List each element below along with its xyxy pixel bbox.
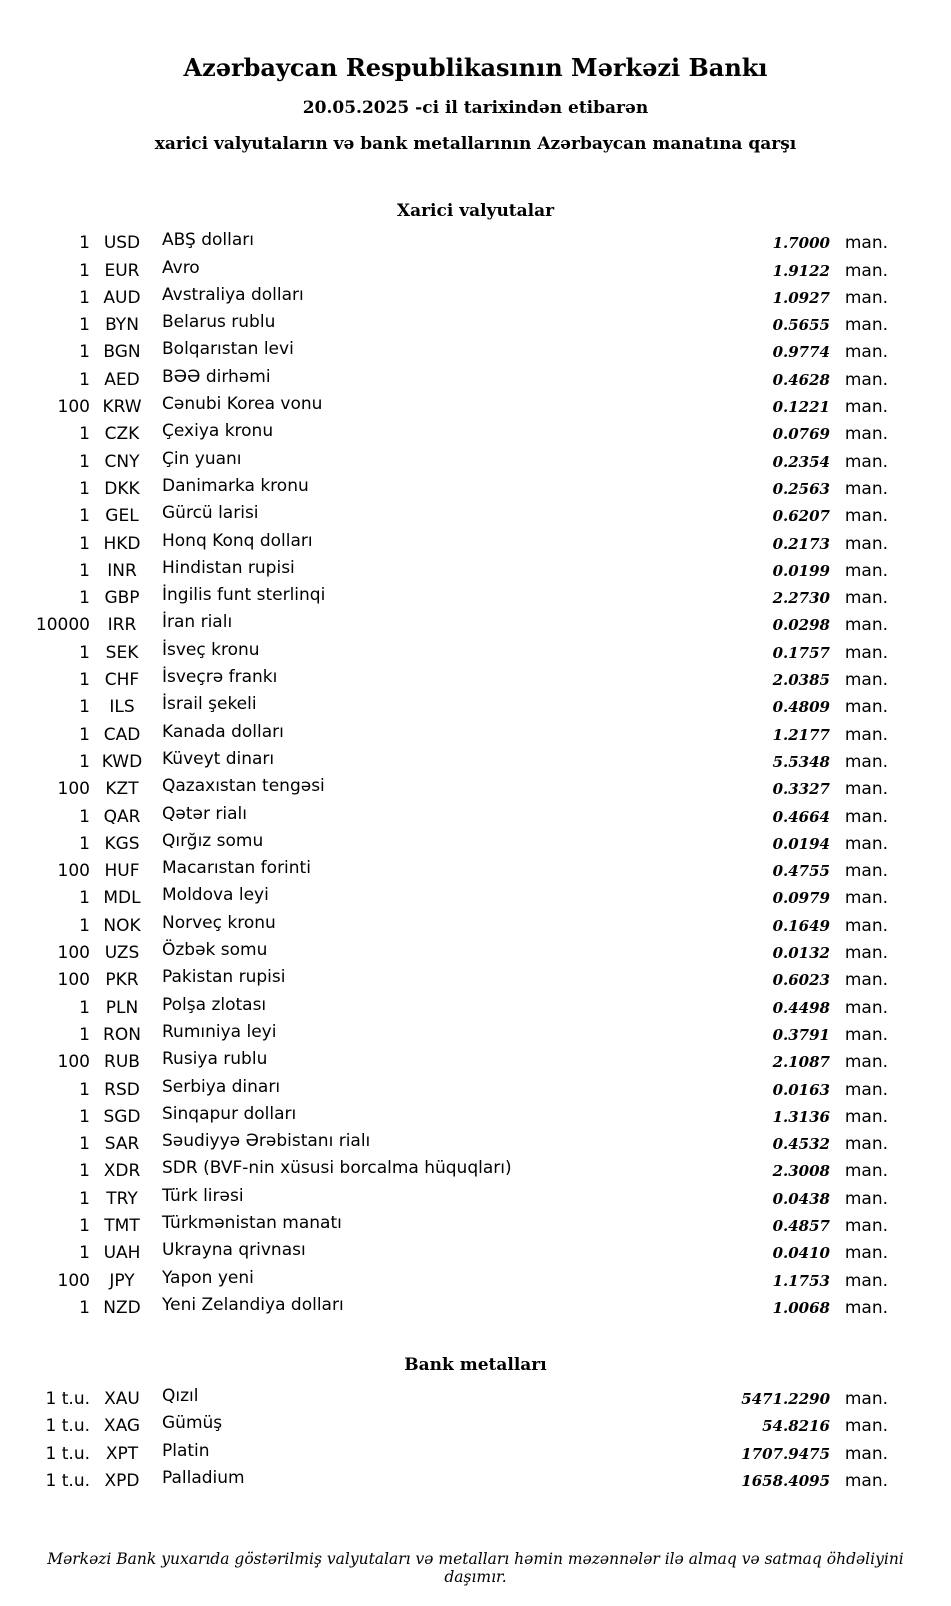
- currency-code: USD: [103, 233, 141, 254]
- currency-code: JPY: [109, 1270, 135, 1291]
- rate-row: [0, 912, 951, 943]
- rate-value: 0.2173: [772, 534, 830, 553]
- currency-code: XAG: [103, 1416, 141, 1437]
- unit-label: man.: [844, 1243, 888, 1264]
- quantity: 1 t.u.: [45, 1416, 90, 1437]
- unit-label: man.: [844, 1052, 888, 1073]
- currency-name: Sinqapur dolları: [162, 1103, 297, 1124]
- quantity: 1: [79, 342, 90, 363]
- rate-row: [0, 312, 951, 342]
- rate-row: [0, 1440, 951, 1471]
- currency-code: UAH: [103, 1243, 141, 1264]
- rate-value: 0.1757: [772, 643, 830, 662]
- quantity: 1: [79, 697, 90, 718]
- rate-row: [0, 612, 951, 642]
- currency-code: XDR: [103, 1161, 141, 1182]
- rate-value: 1.2177: [772, 725, 830, 744]
- currency-name: Belarus rublu: [162, 312, 276, 333]
- rate-value: 0.5655: [772, 316, 830, 335]
- currency-name: Avro: [162, 257, 200, 278]
- rate-row: [0, 1294, 951, 1325]
- currency-name: Hindistan rupisi: [162, 557, 295, 578]
- currency-code: HUF: [104, 861, 140, 882]
- rate-value: 0.3327: [772, 780, 830, 799]
- currency-name: Kanada dolları: [162, 721, 284, 742]
- rate-value: 0.6023: [772, 971, 830, 990]
- unit-label: man.: [844, 779, 888, 800]
- currency-name: İngilis funt sterlinqi: [162, 585, 326, 606]
- quantity: 1: [79, 642, 90, 663]
- rate-value: 0.0298: [772, 616, 830, 635]
- currency-code: UZS: [104, 943, 140, 964]
- quantity: 1: [79, 1243, 90, 1264]
- currency-code: CAD: [103, 724, 141, 745]
- currency-code: AED: [104, 369, 140, 390]
- quantity: 1: [79, 1188, 90, 1209]
- quantity: 100: [57, 1270, 90, 1291]
- rate-row: [0, 776, 951, 806]
- quantity: 1: [79, 670, 90, 691]
- rate-row: [0, 585, 951, 615]
- quantity: 1: [79, 588, 90, 609]
- unit-label: man.: [844, 615, 888, 636]
- unit-label: man.: [844, 588, 888, 609]
- unit-label: man.: [844, 806, 888, 827]
- unit-label: man.: [844, 451, 888, 472]
- rate-row: [0, 940, 951, 970]
- currency-code: INR: [107, 560, 137, 581]
- quantity: 1: [79, 315, 90, 336]
- currency-code: CHF: [104, 670, 140, 691]
- rate-value: 0.4755: [772, 862, 830, 881]
- currency-code: SAR: [104, 1134, 140, 1155]
- unit-label: man.: [844, 560, 888, 581]
- quantity: 100: [57, 943, 90, 964]
- unit-label: man.: [844, 1389, 888, 1410]
- currency-name: Səudiyyə Ərəbistanı rialı: [162, 1131, 371, 1152]
- currency-code: HKD: [103, 533, 141, 554]
- currency-code: BGN: [103, 342, 141, 363]
- currency-name: Çexiya kronu: [162, 421, 274, 442]
- currency-name: Macarıstan forinti: [162, 858, 311, 879]
- rate-row: [0, 830, 951, 861]
- currency-name: Polşa zlotası: [162, 994, 267, 1015]
- page-title: Azərbaycan Respublikasının Mərkəzi Bankı: [183, 53, 768, 82]
- currency-code: EUR: [104, 260, 140, 281]
- currency-name: Norveç kronu: [162, 912, 276, 933]
- quantity: 1: [79, 751, 90, 772]
- rate-row: [0, 1267, 951, 1298]
- unit-label: man.: [844, 1134, 888, 1155]
- rate-row: [0, 1103, 951, 1134]
- rate-value: 2.0385: [772, 671, 830, 690]
- rate-value: 2.1087: [772, 1053, 830, 1072]
- currencies-section-title: Xarici valyutalar: [396, 201, 555, 222]
- currency-code: RON: [103, 1024, 141, 1045]
- unit-label: man.: [844, 1443, 888, 1464]
- rate-row: [0, 257, 951, 288]
- quantity: 1: [79, 424, 90, 445]
- rate-value: 0.0199: [772, 561, 830, 580]
- currency-code: GBP: [104, 588, 140, 609]
- currency-name: Qırğız somu: [162, 830, 264, 851]
- rate-row: [0, 284, 951, 315]
- rate-value: 0.0438: [772, 1189, 830, 1208]
- rate-value: 0.4664: [772, 807, 830, 826]
- unit-label: man.: [844, 751, 888, 772]
- currency-code: XAU: [104, 1389, 140, 1410]
- currency-name: SDR (BVF-nin xüsusi borcalma hüquqları): [162, 1158, 512, 1179]
- currency-name: Palladium: [162, 1468, 245, 1489]
- unit-label: man.: [844, 1416, 888, 1437]
- quantity: 100: [57, 861, 90, 882]
- unit-label: man.: [844, 1215, 888, 1236]
- unit-label: man.: [844, 1161, 888, 1182]
- rate-value: 0.1221: [772, 398, 830, 417]
- currency-name: İsveçrə frankı: [162, 667, 278, 688]
- unit-label: man.: [844, 1188, 888, 1209]
- rate-value: 0.9774: [772, 343, 830, 362]
- quantity: 1: [79, 478, 90, 499]
- rate-value: 0.1649: [772, 916, 830, 935]
- rate-value: 1.3136: [772, 1107, 830, 1126]
- unit-label: man.: [844, 369, 888, 390]
- quantity: 1: [79, 833, 90, 854]
- unit-label: man.: [844, 1024, 888, 1045]
- currency-name: Türkmənistan manatı: [162, 1212, 342, 1233]
- rate-row: [0, 721, 951, 752]
- currency-code: SGD: [103, 1106, 141, 1127]
- unit-label: man.: [844, 1270, 888, 1291]
- unit-label: man.: [844, 970, 888, 991]
- unit-label: man.: [844, 1297, 888, 1318]
- unit-label: man.: [844, 724, 888, 745]
- currency-name: Yeni Zelandiya dolları: [162, 1294, 344, 1315]
- currency-name: Yapon yeni: [162, 1267, 254, 1288]
- quantity: 1: [79, 287, 90, 308]
- currency-code: KZT: [105, 779, 139, 800]
- rate-row: [0, 1212, 951, 1243]
- rate-row: [0, 1131, 951, 1161]
- currency-code: XPT: [105, 1443, 139, 1464]
- quantity: 100: [57, 397, 90, 418]
- currency-code: MDL: [103, 888, 141, 909]
- rate-value: 1.9122: [772, 261, 830, 280]
- currency-code: CZK: [104, 424, 140, 445]
- currency-code: TMT: [104, 1215, 140, 1236]
- unit-label: man.: [844, 533, 888, 554]
- currency-name: Pakistan rupisi: [162, 967, 286, 988]
- metal-rates-table: [0, 1386, 951, 1498]
- rate-value: 0.4857: [772, 1216, 830, 1235]
- rate-row: [0, 994, 951, 1025]
- rate-row: [0, 803, 951, 834]
- rate-row: [0, 230, 951, 260]
- rate-value: 1707.9475: [741, 1444, 830, 1463]
- unit-label: man.: [844, 478, 888, 499]
- rate-row: [0, 503, 951, 533]
- currency-code: PKR: [105, 970, 139, 991]
- currency-code: CNY: [104, 451, 140, 472]
- quantity: 1: [79, 533, 90, 554]
- quantity: 1: [79, 369, 90, 390]
- currency-code: AUD: [103, 287, 141, 308]
- rate-row: [0, 448, 951, 479]
- currency-name: Rumıniya leyi: [162, 1021, 277, 1042]
- unit-label: man.: [844, 506, 888, 527]
- currency-code: KRW: [102, 397, 142, 418]
- currency-code: RUB: [104, 1052, 140, 1073]
- unit-label: man.: [844, 315, 888, 336]
- currency-code: PLN: [105, 997, 139, 1018]
- currency-code: NZD: [103, 1297, 141, 1318]
- rate-row: [0, 694, 951, 724]
- currency-name: Qızıl: [162, 1386, 199, 1407]
- unit-label: man.: [844, 260, 888, 281]
- quantity: 1 t.u.: [45, 1389, 90, 1410]
- currency-name: Ukrayna qrivnası: [162, 1240, 306, 1261]
- currency-code: KGS: [104, 833, 140, 854]
- currency-name: BƏƏ dirhəmi: [162, 366, 271, 387]
- currency-name: Bolqarıstan levi: [162, 339, 294, 360]
- rate-row: [0, 339, 951, 369]
- currency-name: ABŞ dolları: [162, 230, 254, 251]
- rate-value: 0.0410: [772, 1244, 830, 1263]
- rate-value: 0.0769: [772, 425, 830, 444]
- rate-row: [0, 1413, 951, 1443]
- disclaimer-text: Mərkəzi Bank yuxarıda göstərilmiş valyutaları və metalları həmin məzənnələr ilə almaq və satmaq öhdəliyini daşımır.: [47, 1550, 904, 1587]
- unit-label: man.: [844, 233, 888, 254]
- rate-value: 0.3791: [772, 1025, 830, 1044]
- unit-label: man.: [844, 642, 888, 663]
- currency-name: Gürcü larisi: [162, 503, 259, 524]
- rate-value: 1.7000: [772, 234, 830, 253]
- currency-code: SEK: [105, 642, 139, 663]
- currency-name: Platin: [162, 1440, 210, 1461]
- rate-row: [0, 858, 951, 888]
- rate-row: [0, 475, 951, 506]
- currency-rates-table: [0, 230, 951, 1325]
- currency-name: Cənubi Korea vonu: [162, 394, 323, 415]
- currency-name: Moldova leyi: [162, 885, 269, 906]
- rate-row: [0, 530, 951, 561]
- rate-row: [0, 667, 951, 697]
- rate-value: 2.2730: [772, 589, 830, 608]
- currency-name: Rusiya rublu: [162, 1049, 268, 1070]
- unit-label: man.: [844, 287, 888, 308]
- rate-value: 0.4532: [772, 1135, 830, 1154]
- currency-code: KWD: [101, 751, 143, 772]
- unit-label: man.: [844, 424, 888, 445]
- quantity: 1: [79, 233, 90, 254]
- metals-section-title: Bank metalları: [404, 1355, 547, 1376]
- rate-value: 0.0132: [772, 944, 830, 963]
- rate-row: [0, 967, 951, 997]
- currency-code: ILS: [109, 697, 135, 718]
- quantity: 1 t.u.: [45, 1471, 90, 1492]
- currency-name: Türk lirəsi: [162, 1185, 244, 1206]
- quantity: 1: [79, 806, 90, 827]
- currency-code: QAR: [103, 806, 141, 827]
- rate-value: 5471.2290: [741, 1390, 830, 1409]
- quantity: 1: [79, 1161, 90, 1182]
- unit-label: man.: [844, 915, 888, 936]
- rate-value: 2.3008: [772, 1162, 830, 1181]
- rate-row: [0, 1076, 951, 1107]
- unit-label: man.: [844, 397, 888, 418]
- unit-label: man.: [844, 861, 888, 882]
- unit-label: man.: [844, 1471, 888, 1492]
- quantity: 1: [79, 1079, 90, 1100]
- rate-value: 1.0927: [772, 288, 830, 307]
- currency-name: Özbək somu: [162, 940, 268, 961]
- quantity: 1: [79, 1024, 90, 1045]
- currency-name: İsrail şekeli: [162, 694, 257, 715]
- quantity: 1: [79, 915, 90, 936]
- quantity: 1: [79, 260, 90, 281]
- rate-row: [0, 394, 951, 424]
- rate-row: [0, 885, 951, 915]
- rate-value: 0.4809: [772, 698, 830, 717]
- quantity: 1: [79, 451, 90, 472]
- currency-code: IRR: [107, 615, 137, 636]
- quantity: 1: [79, 1134, 90, 1155]
- rate-row: [0, 1468, 951, 1498]
- rate-value: 0.2563: [772, 479, 830, 498]
- quantity: 100: [57, 1052, 90, 1073]
- currency-code: GEL: [105, 506, 139, 527]
- currency-name: Qətər rialı: [162, 803, 247, 824]
- rate-row: [0, 366, 951, 397]
- unit-label: man.: [844, 670, 888, 691]
- rate-row: [0, 557, 951, 588]
- unit-label: man.: [844, 997, 888, 1018]
- unit-label: man.: [844, 697, 888, 718]
- unit-label: man.: [844, 342, 888, 363]
- currency-name: Honq Konq dolları: [162, 530, 313, 551]
- quantity: 10000: [35, 615, 90, 636]
- currency-code: DKK: [104, 478, 140, 499]
- rate-value: 54.8216: [762, 1417, 830, 1436]
- currency-name: İsveç kronu: [162, 639, 260, 660]
- rate-row: [0, 1158, 951, 1188]
- rate-value: 0.2354: [772, 452, 830, 471]
- quantity: 1: [79, 506, 90, 527]
- rate-row: [0, 1049, 951, 1079]
- currency-name: Çin yuanı: [162, 448, 242, 469]
- rate-value: 1658.4095: [741, 1472, 830, 1491]
- rate-row: [0, 1386, 951, 1416]
- currency-name: Danimarka kronu: [162, 475, 309, 496]
- quantity: 1: [79, 1297, 90, 1318]
- rate-value: 0.0194: [772, 834, 830, 853]
- currency-code: BYN: [105, 315, 139, 336]
- currency-code: NOK: [103, 915, 141, 936]
- unit-label: man.: [844, 1106, 888, 1127]
- effective-date-line: 20.05.2025 -ci il tarixindən etibarən: [302, 97, 649, 118]
- currency-name: Gümüş: [162, 1413, 223, 1434]
- currency-code: TRY: [106, 1188, 138, 1209]
- subject-line: xarici valyutaların və bank metallarının Azərbaycan manatına qarşı: [154, 134, 797, 155]
- quantity: 100: [57, 970, 90, 991]
- currency-name: Küveyt dinarı: [162, 748, 275, 769]
- quantity: 1: [79, 1215, 90, 1236]
- rate-value: 1.0068: [772, 1298, 830, 1317]
- quantity: 100: [57, 779, 90, 800]
- rate-value: 0.0163: [772, 1080, 830, 1099]
- currency-name: Serbiya dinarı: [162, 1076, 281, 1097]
- rate-value: 5.5348: [772, 752, 830, 771]
- unit-label: man.: [844, 888, 888, 909]
- rate-row: [0, 1185, 951, 1216]
- currency-name: Qazaxıstan tengəsi: [162, 776, 325, 797]
- quantity: 1: [79, 997, 90, 1018]
- rate-row: [0, 421, 951, 451]
- rate-value: 0.4498: [772, 998, 830, 1017]
- currency-code: RSD: [104, 1079, 140, 1100]
- unit-label: man.: [844, 1079, 888, 1100]
- quantity: 1 t.u.: [45, 1443, 90, 1464]
- currency-name: İran rialı: [162, 612, 233, 633]
- rate-row: [0, 748, 951, 779]
- currency-code: XPD: [104, 1471, 140, 1492]
- rate-value: 1.1753: [772, 1271, 830, 1290]
- quantity: 1: [79, 560, 90, 581]
- quantity: 1: [79, 1106, 90, 1127]
- unit-label: man.: [844, 833, 888, 854]
- rate-value: 0.4628: [772, 370, 830, 389]
- currency-name: Avstraliya dolları: [162, 284, 304, 305]
- rate-row: [0, 1240, 951, 1270]
- rate-value: 0.6207: [772, 507, 830, 526]
- quantity: 1: [79, 888, 90, 909]
- rate-row: [0, 1021, 951, 1052]
- rate-row: [0, 639, 951, 670]
- quantity: 1: [79, 724, 90, 745]
- unit-label: man.: [844, 943, 888, 964]
- rate-value: 0.0979: [772, 889, 830, 908]
